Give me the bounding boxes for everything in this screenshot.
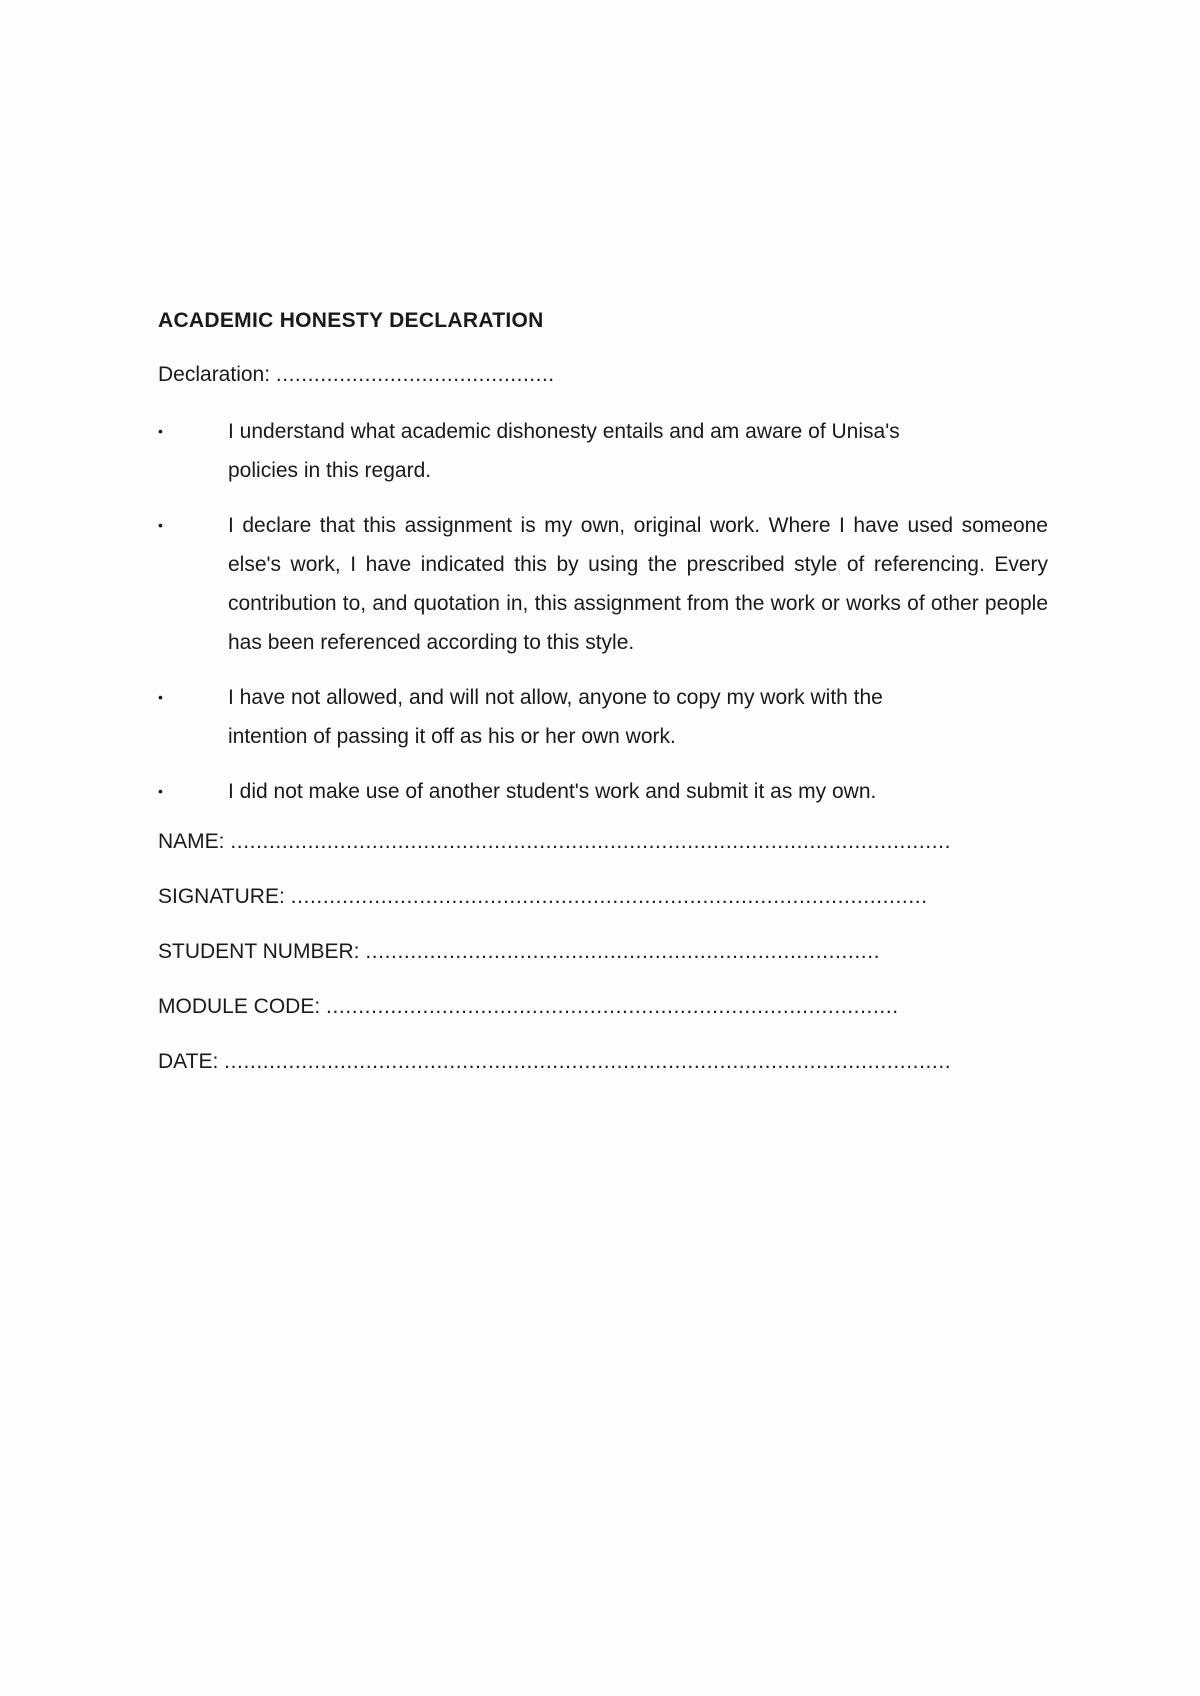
student-number-field[interactable]: [158, 937, 978, 967]
date-field[interactable]: [158, 1047, 978, 1077]
statement-text: I did not make use of another student's work and submit it as my own.: [228, 780, 877, 803]
declaration-form: [158, 306, 1048, 1102]
statement-item: [158, 412, 1048, 490]
statement-text: I understand what academic dishonesty entails and am aware of Unisa's policies in this regard.: [228, 420, 900, 482]
date-label: DATE:: [158, 1050, 219, 1073]
bullet-icon: •: [158, 783, 163, 799]
signature-dots: ...................................................................................................: [290, 885, 928, 908]
page-title: ACADEMIC HONESTY DECLARATION: [158, 309, 544, 332]
name-label: NAME:: [158, 830, 225, 853]
name-dots: ................................................................................................................: [230, 830, 952, 853]
statement-item: [158, 678, 1048, 756]
name-field[interactable]: [158, 827, 978, 857]
module-code-label: MODULE CODE:: [158, 995, 321, 1018]
declaration-statements: [158, 412, 1048, 811]
student-number-dots: ................................................................................: [365, 940, 881, 963]
statement-item: [158, 772, 1048, 811]
signature-fields: [158, 827, 1048, 1077]
declaration-dots: ............................................: [275, 363, 555, 386]
signature-field[interactable]: [158, 882, 978, 912]
bullet-icon: •: [158, 517, 163, 533]
bullet-icon: •: [158, 689, 163, 705]
declaration-line: [158, 360, 1048, 390]
statement-text: I have not allowed, and will not allow, anyone to copy my work with the intention of passing it off as his or her own work.: [228, 686, 883, 748]
student-number-label: STUDENT NUMBER:: [158, 940, 360, 963]
module-code-field[interactable]: [158, 992, 978, 1022]
bullet-icon: •: [158, 423, 163, 439]
date-dots: .................................................................................................................: [224, 1050, 952, 1073]
statement-text: I declare that this assignment is my own, original work. Where I have used someone else's work, I have indicated this by using the prescribed style of referencing. Every contribution to, and quotation in, this assignment from the work or works of other people has been referenced according to this style.: [228, 514, 1048, 654]
statement-item: [158, 506, 1048, 662]
module-code-dots: .........................................................................................: [326, 995, 899, 1018]
signature-label: SIGNATURE:: [158, 885, 285, 908]
declaration-label: Declaration:: [158, 363, 271, 386]
